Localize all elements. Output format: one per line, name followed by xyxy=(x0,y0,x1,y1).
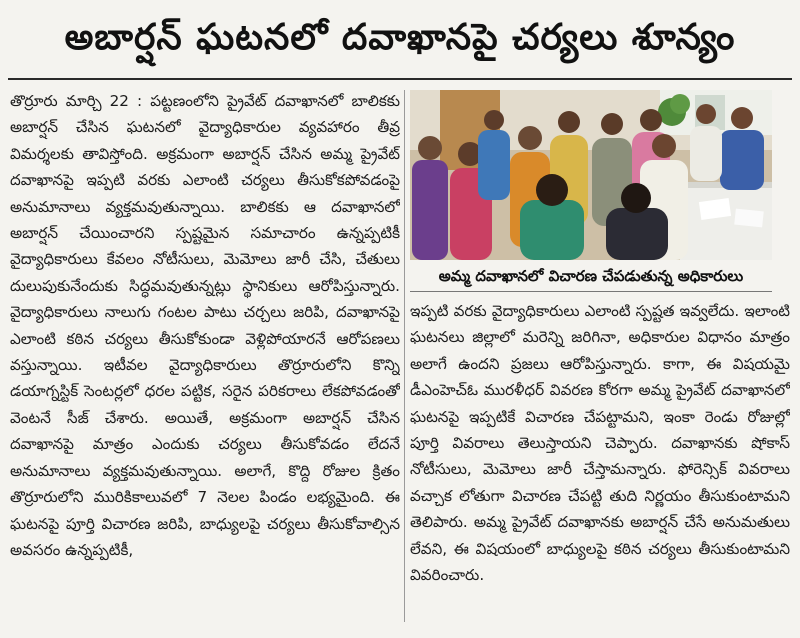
column-divider xyxy=(404,90,405,622)
photo-caption: అమ్మ దవాఖానలో విచారణ చేపడుతున్న అధికారులు xyxy=(438,267,744,285)
article-column-left xyxy=(10,88,400,628)
headline-rule xyxy=(8,78,792,80)
article-text-right: ఇప్పటి వరకు వైద్యాధికారులు ఎలాంటి స్పష్టత ఇవ్వలేదు. ఇలాంటి ఘటనలు జిల్లాలో మరెన్ని జరిగినా, అధికారుల విధానం మాత్రం అలాగే ఉందని ప్రజలు ఆరోపిస్తున్నారు. కాగా, ఈ విషయమై డీఎంహెచ్ఓ మురళీధర్ వివరణ కోరగా అమ్మ ప్రైవేట్ దవాఖానలో ఘటనపై ఇప్పటికే విచారణ చేపట్టామని, ఇంకా రెండు రోజుల్లో పూర్తి వివరాలు తెలుస్తాయని చెప్పారు. దవాఖానకు షోకాస్ నోటీసులు, మెమోలు జారీ చేస్తామన్నారు. ఫోరెన్సిక్ వివరాలు వచ్చాక లోతుగా విచారణ చేపట్టి తుది నిర్ణయం తీసుకుంటామని తెలిపారు. అమ్మ ప్రైవేట్ దవాఖానకు అబార్షన్ చేసే అనుమతులు లేవని, ఈ విషయంలో బాధ్యులపై కఠిన చర్యలు తీసుకుంటామని వివరించారు. xyxy=(410,302,790,585)
article-column-right xyxy=(410,298,790,628)
people-meeting-photo xyxy=(410,90,772,260)
photo-illustration xyxy=(410,90,772,260)
caption-rule xyxy=(410,291,772,292)
article-text-left: తొర్రూరు మార్చి 22 : పట్టణంలోని ప్రైవేట్ దవాఖానలో బాలికకు అబార్షన్ చేసిన ఘటనలో వైద్యాధికారుల వ్యవహారం తీవ్ర విమర్శలకు తావిస్తోంది. అక్రమంగా అబార్షన్ చేసిన అమ్మ ప్రైవేట్ దవాఖానపై ఇప్పటి వరకు ఎలాంటి చర్యలు తీసుకోకపోవడంపై అనుమానాలు వ్యక్తమవుతున్నాయి. బాలికకు ఆ దవాఖానలో అబార్షన్ చేయించారని స్పష్టమైన సమాచారం ఉన్నప్పటికీ వైద్యాధికారులు కేవలం నోటీసులు, మెమోలు జారీ చేసి, చేతులు దులుపుకునేందుకు సిద్ధమవుతున్నట్లు స్థానికులు ఆరోపిస్తున్నారు. వైద్యాధికారులు నాలుగు గంటల పాటు చర్చలు జరిపి, దవాఖానపై ఎలాంటి కఠిన చర్యలు తీసుకోకుండా వెళ్లిపోయారనే ఆరోపణలు వస్తున్నాయి. ఇటీవల వైద్యాధికారులు తొర్రూరులోని కొన్ని డయాగ్నస్టిక్ సెంటర్లలో ధరల పట్టిక, సరైన పరికరాలు లేకపోవడంతో వెంటనే సీజ్ చేశారు. అయితే, అక్రమంగా అబార్షన్ చేసిన దవాఖానపై మాత్రం ఎందుకు చర్యలు తీసుకోవడం లేదనే అనుమానాలు వ్యక్తమవుతున్నాయి. అలాగే, కొద్ది రోజుల క్రితం తొర్రూరులోని మురికికాలువలో 7 నెలల పిండం లభ్యమైంది. ఈ ఘటనపై పూర్తి విచారణ జరిపి, బాధ్యులపై చర్యలు తీసుకోవాల్సిన అవసరం ఉన్నప్పటికీ, xyxy=(10,92,400,559)
headline: అబార్షన్ ఘటనలో దవాఖానపై చర్యలు శూన్యం xyxy=(64,17,736,58)
